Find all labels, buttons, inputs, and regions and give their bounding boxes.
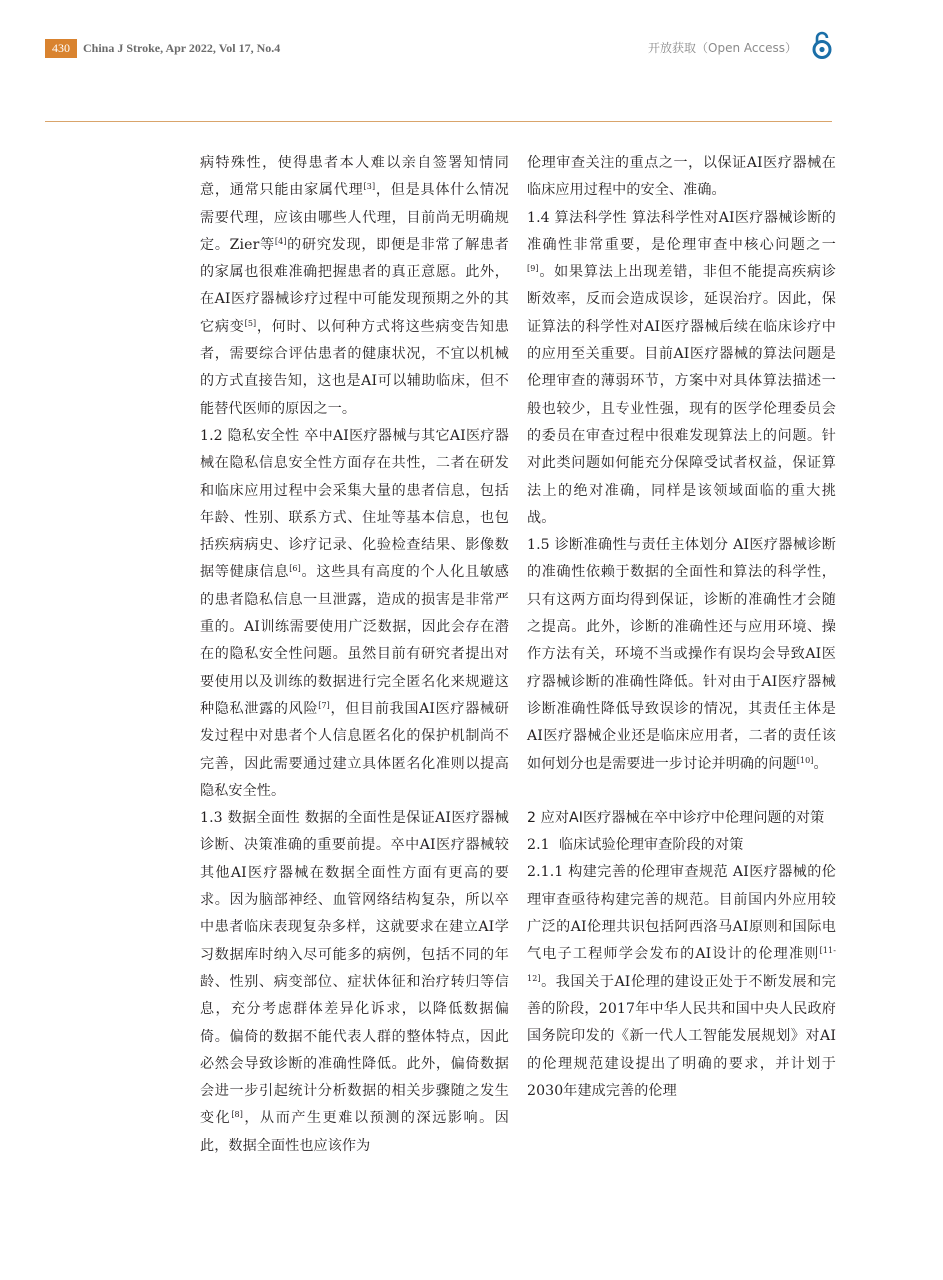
subsection-heading: 2.1 临床试验伦理审查阶段的对策: [527, 837, 744, 854]
text-run: 1.4 算法科学性 算法科学性对AI医疗器械诊断的准确性非常重要，是伦理审查中核心问题之一: [527, 209, 836, 253]
text-run: 1.2 隐私安全性 卒中AI医疗器械与其它AI医疗器械在隐私信息安全性方面存在共性，二者在研发和临床应用过程中会采集大量的患者信息，包括年龄、性别、联系方式、住址等基本信息，也包括疾病病史、诊疗记录、化验检查结果、影像数据等健康信息: [200, 427, 509, 581]
paragraph: [200, 150, 509, 423]
open-access-label: 开放获取（Open Access）: [648, 41, 797, 55]
text-run: 1.5 诊断准确性与责任主体划分 AI医疗器械诊断的准确性依赖于数据的全面性和算法的科学性，只有这两方面均得到保证，诊断的准确性才会随之提高。此外，诊断的准确性还与应用环境、操作方法有关，环境不当或操作有误均会导致AI医疗器械诊断的准确性降低。针对由于AI医疗器械诊断准确性降低导致误诊的情况，其责任主体是AI医疗器械企业还是临床应用者，二者的责任该如何划分也是需要进一步讨论并明确的问题: [527, 537, 836, 772]
text-run: 的研究发现，即便是非常了解患者的家属也很难准确把握患者的真正意愿。此外，在AI医疗器械诊疗过程中可能发现预期之外的其它病变: [200, 236, 509, 335]
text-run: 。如果算法上出现差错，非但不能提高疾病诊断效率，反而会造成误诊，延误治疗。因此，保证算法的科学性对AI医疗器械后续在临床诊疗中的应用至关重要。目前AI医疗器械的算法问题是伦理审查的薄弱环节，方案中对具体算法描述一般也较少，且专业性强，现有的医学伦理委员会的委员在审查过程中很难发现算法上的问题。针对此类问题如何能充分保障受试者权益，保证算法上的绝对准确，同样是该领域面临的重大挑战。: [527, 264, 836, 526]
citation-ref: [4]: [274, 236, 287, 246]
citation-ref: [10]: [796, 755, 814, 765]
text-run: ，从而产生更难以预测的深远影响。因此，数据全面性也应该作为: [200, 1110, 510, 1154]
text-run: ，但是具体什么情况需要代理，应该由哪些人代理，目前尚无明确规定。Zier等: [200, 182, 509, 253]
citation-ref: [8]: [231, 1110, 243, 1120]
paragraph-algorithm: [527, 205, 836, 533]
paragraph-ethics-norms: [527, 859, 836, 1105]
citation-ref: [5]: [244, 318, 257, 328]
text-run: ，何时、以何种方式将这些病变告知患者，需要综合评估患者的健康状况，不宜以机械的方式直接告知，这也是AI可以辅助临床，但不能替代医师的原因之一。: [200, 318, 509, 417]
page-header: [0, 0, 943, 122]
open-access-lock-icon: [812, 31, 832, 59]
section-heading: 2 应对AI医疗器械在卒中诊疗中伦理问题的对策: [527, 809, 825, 826]
section-gap: [527, 778, 836, 805]
journal-citation: China J Stroke, Apr 2022, Vol 17, No.4: [83, 41, 281, 55]
text-run: 。我国关于AI伦理的建设正处于不断发展和完善的阶段，2017年中华人民共和国中央人民政府国务院印发的《新一代人工智能发展规划》对AI的伦理规范建设提出了明确的要求，并计划于2030年建成完善的伦理: [527, 973, 836, 1099]
citation-ref: [7]: [318, 700, 330, 710]
left-column: [200, 150, 509, 1160]
paragraph-diagnosis-accuracy: [527, 532, 836, 778]
text-run: ，但目前我国AI医疗器械研发过程中对患者个人信息匿名化的保护机制尚不完善，因此需要通过建立具体匿名化准则以提高隐私安全性。: [200, 700, 509, 799]
right-column: [527, 150, 836, 1105]
text-run: 伦理审查关注的重点之一，以保证AI医疗器械在临床应用过程中的安全、准确。: [527, 155, 836, 199]
paragraph-privacy: [200, 423, 509, 805]
citation-ref: [6]: [289, 564, 301, 574]
paragraph-data-completeness: [200, 805, 509, 1160]
text-run: 1.3 数据全面性 数据的全面性是保证AI医疗器械诊断、决策准确的重要前提。卒中AI医疗器械较其他AI医疗器械在数据全面性方面有更高的要求。因为脑部神经、血管网络结构复杂，所以卒中患者临床表现复杂多样，这就要求在建立AI学习数据库时纳入尽可能多的病例，包括不同的年龄、性别、病变部位、症状体征和治疗转归等信息，充分考虑群体差异化诉求，以降低数据偏倚。偏倚的数据不能代表人群的整体特点，因此必然会导致诊断的准确性降低。此外，偏倚数据会进一步引起统计分析数据的相关步骤随之发生变化: [200, 810, 509, 1127]
text-run: 病特殊性，使得患者本人难以亲自签署知情同意，通常只能由家属代理: [200, 155, 509, 199]
text-run: 。这些具有高度的个人化且敏感的患者隐私信息一旦泄露，造成的损害是非常严重的。AI训练需要使用广泛数据，因此会存在潜在的隐私安全性问题。虽然目前有研究者提出对要使用以及训练的数据进行完全匿名化来规避这种隐私泄露的风险: [200, 564, 509, 717]
page-number: 430: [45, 39, 77, 58]
citation-ref: [9]: [527, 264, 539, 274]
header-divider: [45, 121, 832, 122]
text-run: 。: [813, 755, 828, 772]
citation-ref: [11-12]: [527, 946, 836, 983]
paragraph: [527, 150, 836, 205]
text-run: 2.1.1 构建完善的伦理审查规范 AI医疗器械的伦理审查亟待构建完善的规范。目前国内外应用较广泛的AI伦理共识包括阿西洛马AI原则和国际电气电子工程师学会发布的AI设计的伦理准则: [527, 864, 836, 963]
citation-ref: [3]: [363, 182, 376, 192]
